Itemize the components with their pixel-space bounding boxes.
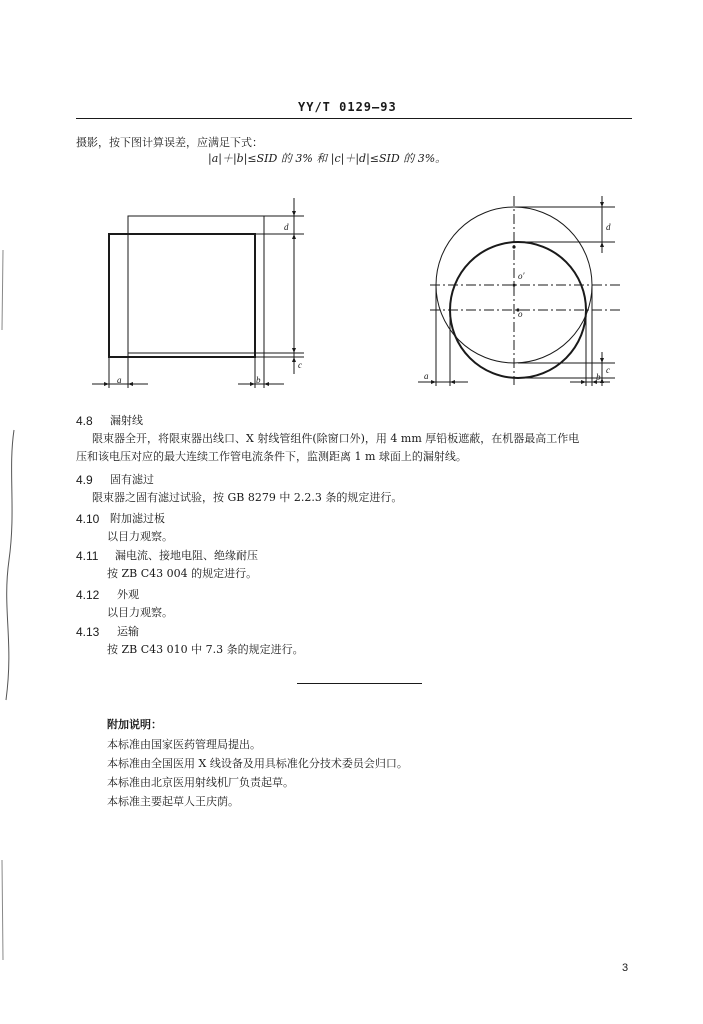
section-number: 4.12: [76, 588, 100, 602]
error-formula: |a|＋|b|≤SID 的 3% 和 |c|＋|d|≤SID 的 3%。: [208, 152, 447, 165]
xray-field-rect: [128, 216, 264, 353]
square-label-b: b: [256, 375, 261, 385]
section-body: 限束器全开，将限束器出线口、X 射线管组件(除窗口外)，用 4 mm 厚铅板遮蔽，在机器最高工作电: [92, 432, 580, 445]
circle-label-b: b: [596, 372, 601, 382]
notes-line: 本标准主要起草人王庆荫。: [107, 795, 239, 808]
section-number: 4.8: [76, 414, 93, 428]
light-field-rect: [109, 234, 255, 357]
circle-label-d: d: [606, 222, 611, 232]
section-number: 4.10: [76, 512, 100, 526]
notes-line: 本标准由全国医用 X 线设备及用具标准化分技术委员会归口。: [107, 757, 408, 770]
circle-label-o-prime: o′: [518, 271, 525, 281]
square-field-figure: [88, 190, 318, 400]
circle-label-a: a: [424, 371, 429, 381]
section-title: 漏射线: [110, 414, 143, 427]
square-label-a: a: [117, 375, 122, 385]
circle-field-figure: [410, 190, 635, 400]
notes-line: 本标准由国家医药管理局提出。: [107, 738, 261, 751]
section-number: 4.11: [76, 549, 99, 563]
square-label-c: c: [298, 360, 302, 370]
page-number: 3: [622, 962, 629, 974]
section-body: 限束器之固有滤过试验，按 GB 8279 中 2.2.3 条的规定进行。: [92, 491, 403, 504]
circle-label-o: o: [518, 309, 523, 319]
header-rule: [76, 118, 632, 119]
section-title: 外观: [117, 588, 139, 601]
section-title: 运输: [117, 625, 139, 638]
standard-code: YY/T 0129—93: [298, 100, 397, 114]
section-title: 附加滤过板: [110, 512, 165, 525]
notes-line: 本标准由北京医用射线机厂负责起草。: [107, 776, 294, 789]
section-body: 按 ZB C43 004 的规定进行。: [107, 567, 258, 580]
section-title: 固有滤过: [110, 473, 154, 486]
section-body: 按 ZB C43 010 中 7.3 条的规定进行。: [107, 643, 304, 656]
section-title: 漏电流、接地电阻、绝缘耐压: [115, 549, 258, 562]
section-body: 以目力观察。: [107, 530, 173, 543]
intro-text: 摄影，按下图计算误差，应满足下式：: [76, 136, 263, 149]
section-number: 4.13: [76, 625, 100, 639]
square-label-d: d: [284, 222, 289, 232]
section-body: 以目力观察。: [107, 606, 173, 619]
section-number: 4.9: [76, 473, 93, 487]
section-body: 压和该电压对应的最大连续工作管电流条件下，监测距离 1 m 球面上的漏射线。: [76, 450, 467, 463]
circle-label-c: c: [606, 365, 610, 375]
notes-heading: 附加说明：: [107, 718, 162, 731]
end-rule: [297, 683, 422, 684]
